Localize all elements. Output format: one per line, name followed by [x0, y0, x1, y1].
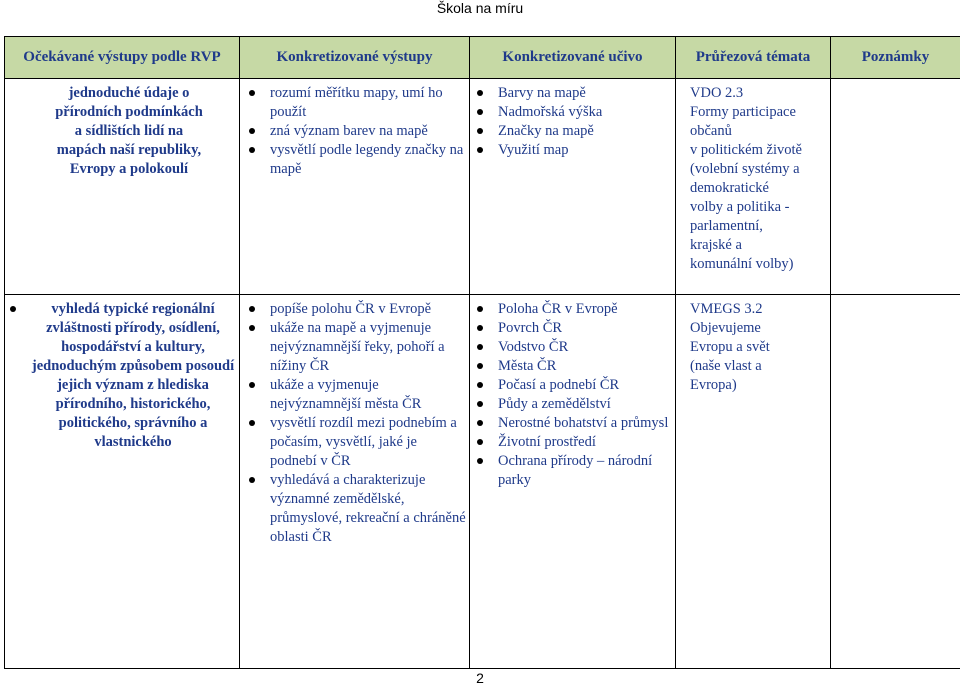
list-item: ukáže na mapě a vyjmenuje nejvýznamnější řeky, pohoří a nížiny ČR: [244, 319, 467, 376]
poznamky-cell: [831, 295, 960, 669]
list-item: Vodstvo ČR: [472, 338, 673, 357]
table-row: [5, 79, 960, 295]
vystupy-cell: [240, 295, 470, 669]
rvp-line: jednoduché údaje o: [23, 84, 235, 103]
list-item: Využití map: [472, 141, 673, 160]
curriculum-table: [4, 36, 960, 669]
list-item: Poloha ČR v Evropě: [472, 300, 673, 319]
list-item: Nadmořská výška: [472, 103, 673, 122]
temata-line: Objevujeme: [690, 319, 828, 338]
temata-cell: [676, 295, 831, 669]
list-item: Barvy na mapě: [472, 84, 673, 103]
list-item: Půdy a zemědělství: [472, 395, 673, 414]
list-item: Nerostné bohatství a průmysl: [472, 414, 673, 433]
page-title: Škola na míru: [0, 0, 960, 16]
list-item: Města ČR: [472, 357, 673, 376]
temata-line: VDO 2.3: [690, 84, 828, 103]
rvp-line: přírodních podmínkách: [23, 103, 235, 122]
list-item: Životní prostředí: [472, 433, 673, 452]
temata-line: (volební systémy a: [690, 160, 828, 179]
list-item: rozumí měřítku mapy, umí ho použít: [244, 84, 467, 122]
temata-line: (naše vlast a: [690, 357, 828, 376]
ucivo-cell: [470, 295, 676, 669]
temata-line: demokratické: [690, 179, 828, 198]
header-ucivo: Konkretizované učivo: [470, 37, 676, 79]
temata-line: krajské a: [690, 236, 828, 255]
header-poznamky: Poznámky: [831, 37, 960, 79]
temata-line: VMEGS 3.2: [690, 300, 828, 319]
temata-line: komunální volby): [690, 255, 828, 274]
vystupy-cell: [240, 79, 470, 295]
list-item: zná význam barev na mapě: [244, 122, 467, 141]
list-item: Povrch ČR: [472, 319, 673, 338]
header-row: [5, 37, 960, 79]
rvp-line: Evropy a polokoulí: [23, 160, 235, 179]
temata-line: Formy participace: [690, 103, 828, 122]
list-item: vysvětlí podle legendy značky na mapě: [244, 141, 467, 179]
rvp-cell: [5, 295, 240, 669]
page-number: 2: [0, 670, 960, 686]
header-temata: Průřezová témata: [676, 37, 831, 79]
table-row: [5, 295, 960, 669]
list-item: Počasí a podnebí ČR: [472, 376, 673, 395]
list-item: Značky na mapě: [472, 122, 673, 141]
list-item: vyhledá typické regionální zvláštnosti přírody, osídlení, hospodářství a kultury, jednoduchým způsobem posoudí jejich význam z hlediska přírodního, historického, politického, správního a vlastnického: [5, 300, 235, 452]
list-item: vyhledává a charakterizuje významné zemědělské, průmyslové, rekreační a chráněné oblasti ČR: [244, 471, 467, 547]
ucivo-cell: [470, 79, 676, 295]
list-item: ukáže a vyjmenuje nejvýznamnější města ČR: [244, 376, 467, 414]
temata-line: občanů: [690, 122, 828, 141]
temata-line: v politickém životě: [690, 141, 828, 160]
poznamky-cell: [831, 79, 960, 295]
list-item: Ochrana přírody – národní parky: [472, 452, 673, 490]
rvp-line: mapách naší republiky,: [23, 141, 235, 160]
rvp-cell: [5, 79, 240, 295]
list-item: vysvětlí rozdíl mezi podnebím a počasím, vysvětlí, jaké je podnebí v ČR: [244, 414, 467, 471]
temata-cell: [676, 79, 831, 295]
temata-line: Evropu a svět: [690, 338, 828, 357]
temata-line: volby a politika -: [690, 198, 828, 217]
header-vystupy: Konkretizované výstupy: [240, 37, 470, 79]
temata-line: Evropa): [690, 376, 828, 395]
header-rvp: Očekávané výstupy podle RVP: [5, 37, 240, 79]
rvp-line: a sídlištích lidí na: [23, 122, 235, 141]
list-item: popíše polohu ČR v Evropě: [244, 300, 467, 319]
temata-line: parlamentní,: [690, 217, 828, 236]
